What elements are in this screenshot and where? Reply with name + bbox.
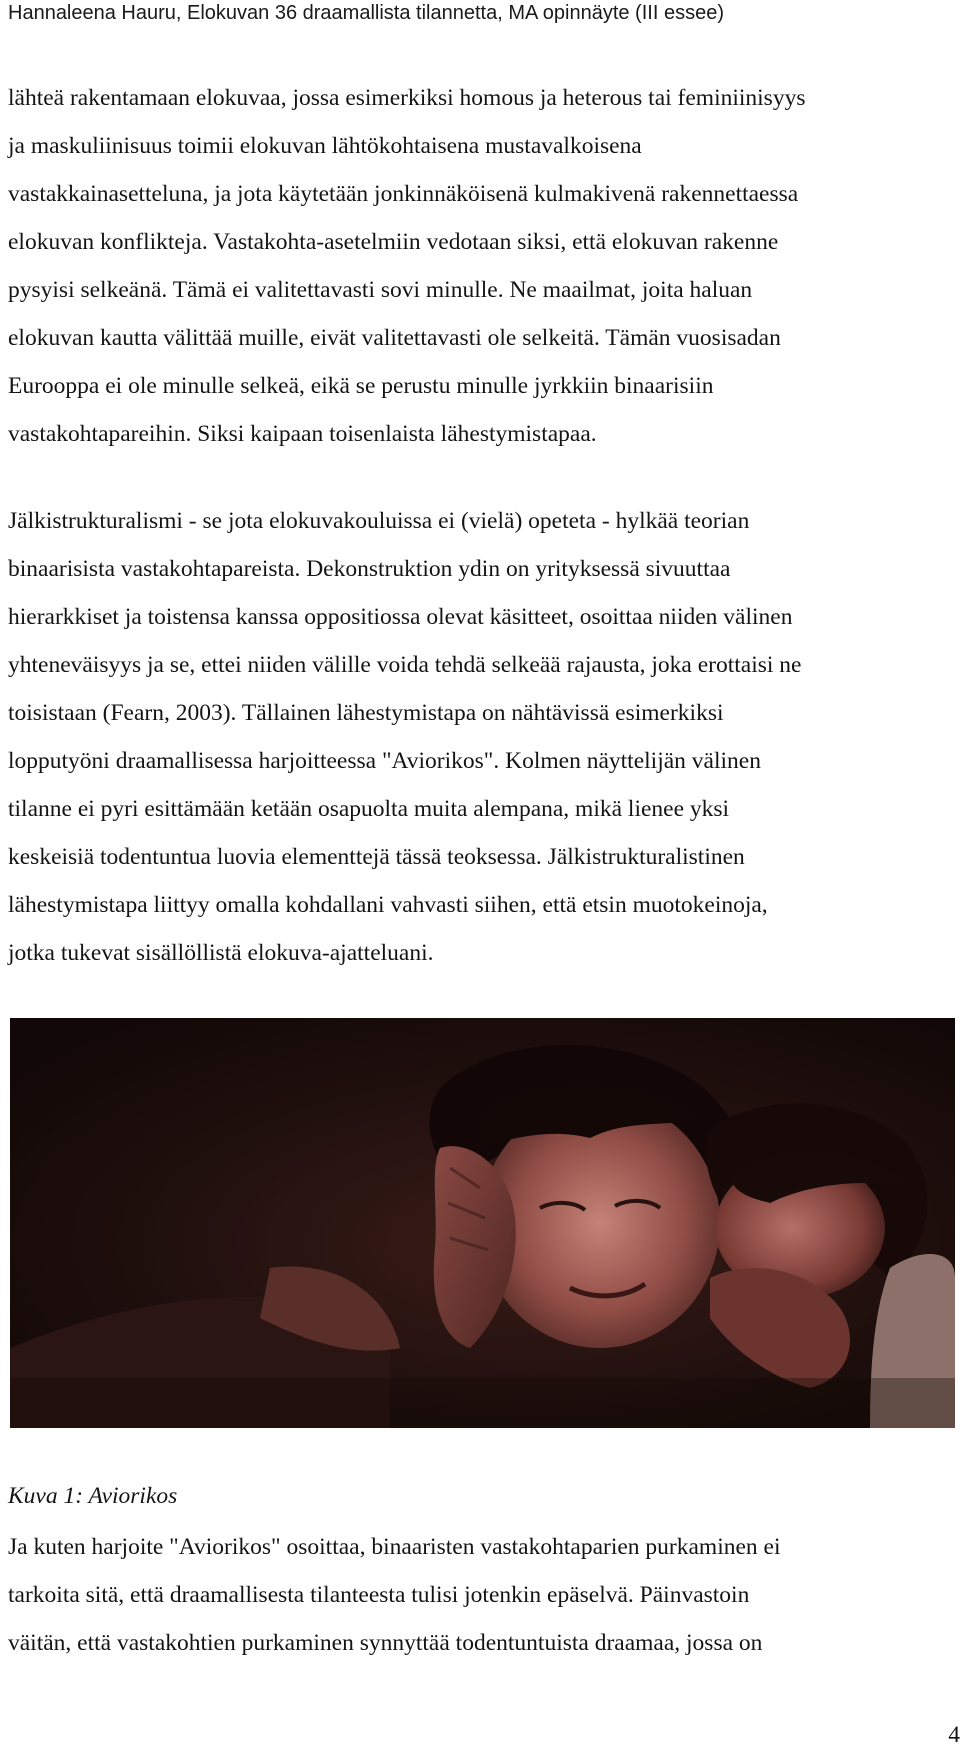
- text-line: keskeisiä todentuntua luovia elementtejä tässä teoksessa. Jälkistrukturalistinen: [8, 844, 745, 870]
- text-line: elokuvan kautta välittää muille, eivät valitettavasti ole selkeitä. Tämän vuosisadan: [8, 325, 781, 351]
- text-line: vastakkainasetteluna, ja jota käytetään jonkinnäköisenä kulmakivenä rakennettaessa: [8, 181, 799, 207]
- film-still-drawing: [10, 1018, 955, 1428]
- text-line: pysyisi selkeänä. Tämä ei valitettavasti sovi minulle. Ne maailmat, joita haluan: [8, 277, 753, 303]
- text-line: Ja kuten harjoite "Aviorikos" osoittaa, binaaristen vastakohtaparien purkaminen ei: [8, 1534, 781, 1560]
- page-number: 4: [948, 1722, 960, 1748]
- text-line: lähteä rakentamaan elokuvaa, jossa esimerkiksi homous ja heterous tai feminiinisyys: [8, 85, 806, 111]
- text-line: elokuvan konflikteja. Vastakohta-asetelmiin vedotaan siksi, että elokuvan rakenne: [8, 229, 779, 255]
- text-line: lähestymistapa liittyy omalla kohdallani vahvasti siihen, että etsin muotokeinoja,: [8, 892, 768, 918]
- text-line: tarkoita sitä, että draamallisesta tilanteesta tulisi jotenkin epäselvä. Päinvastoin: [8, 1582, 750, 1608]
- paragraph-1: [8, 74, 958, 458]
- text-line: Jälkistrukturalismi - se jota elokuvakouluissa ei (vielä) opeteta - hylkää teorian: [8, 508, 750, 534]
- text-line: hierarkkiset ja toistensa kanssa oppositiossa olevat käsitteet, osoittaa niiden välinen: [8, 604, 793, 630]
- text-line: jotka tukevat sisällöllistä elokuva-ajatteluani.: [8, 940, 434, 966]
- text-line: Eurooppa ei ole minulle selkeä, eikä se perustu minulle jyrkkiin binaarisiin: [8, 373, 714, 399]
- text-line: tilanne ei pyri esittämään ketään osapuolta muita alempana, mikä lienee yksi: [8, 796, 730, 822]
- text-line: binaarisista vastakohtapareista. Dekonstruktion ydin on yrityksessä sivuuttaa: [8, 556, 731, 582]
- text-line: toisistaan (Fearn, 2003). Tällainen lähestymistapa on nähtävissä esimerkiksi: [8, 700, 724, 726]
- running-header: Hannaleena Hauru, Elokuvan 36 draamallista tilannetta, MA opinnäyte (III essee): [8, 2, 724, 24]
- text-line: ja maskuliinisuus toimii elokuvan lähtökohtaisena mustavalkoisena: [8, 133, 642, 159]
- text-line: vastakohtapareihin. Siksi kaipaan toisenlaista lähestymistapaa.: [8, 421, 597, 447]
- film-still-image: [10, 1018, 955, 1428]
- paragraph-2: [8, 497, 958, 977]
- text-line: väitän, että vastakohtien purkaminen synnyttää todentuntuista draamaa, jossa on: [8, 1630, 763, 1656]
- paragraph-3: [8, 1523, 958, 1667]
- text-line: yhteneväisyys ja se, ettei niiden välille voida tehdä selkeää rajausta, joka erottaisi ne: [8, 652, 802, 678]
- figure-caption: Kuva 1: Aviorikos: [8, 1483, 178, 1509]
- text-line: lopputyöni draamallisessa harjoitteessa "Aviorikos". Kolmen näyttelijän välinen: [8, 748, 761, 774]
